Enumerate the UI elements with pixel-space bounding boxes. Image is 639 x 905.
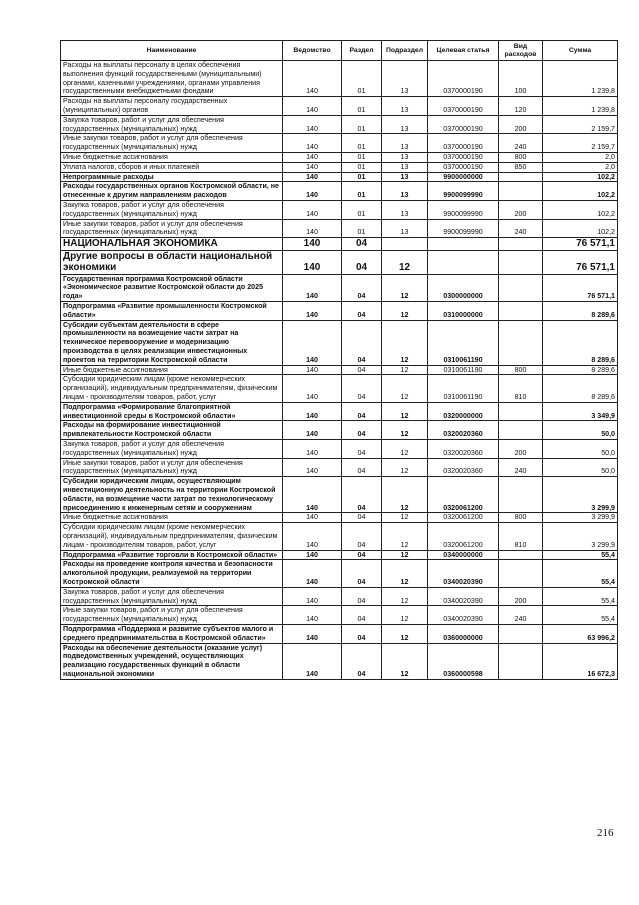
cell-razdel: 04 [342,624,382,643]
cell-sum: 102,2 [543,200,618,219]
table-row [61,513,618,523]
cell-podrazdel: 12 [382,624,428,643]
cell-target-article: 0340020390 [428,560,499,587]
table-row [61,477,618,513]
cell-podrazdel: 12 [382,402,428,421]
cell-vedomstvo: 140 [283,587,342,606]
cell-expense-type [499,560,543,587]
cell-sum: 50,0 [543,458,618,477]
cell-razdel: 01 [342,219,382,238]
table-row [61,302,618,321]
cell-podrazdel: 13 [382,134,428,153]
header-expense-type: Вид расходов [499,41,543,61]
cell-expense-type: 200 [499,587,543,606]
cell-vedomstvo: 140 [283,250,342,274]
cell-expense-type [499,477,543,513]
cell-vedomstvo: 140 [283,219,342,238]
header-razdel: Раздел [342,41,382,61]
table-row [61,375,618,402]
cell-razdel: 04 [342,320,382,365]
table-row [61,274,618,301]
cell-podrazdel: 12 [382,274,428,301]
cell-expense-type: 800 [499,365,543,375]
cell-vedomstvo: 140 [283,200,342,219]
cell-expense-type: 800 [499,152,543,162]
header-sum: Сумма [543,41,618,61]
cell-razdel: 01 [342,162,382,172]
cell-sum: 3 299,9 [543,477,618,513]
cell-vedomstvo: 140 [283,421,342,440]
cell-target-article: 0320020360 [428,421,499,440]
cell-name: Расходы на проведение контроля качества и безопасности алкогольной продукции, реализуемой на территории Костромской области [61,560,283,587]
cell-razdel: 01 [342,134,382,153]
table-row [61,439,618,458]
cell-target-article: 0360000000 [428,624,499,643]
budget-table-container [60,40,617,680]
table-row [61,560,618,587]
cell-target-article: 0320020360 [428,458,499,477]
table-row [61,587,618,606]
cell-sum: 3 299,9 [543,523,618,550]
table-row [61,250,618,274]
cell-razdel: 01 [342,152,382,162]
table-row [61,134,618,153]
cell-name: Иные закупки товаров, работ и услуг для обеспечения государственных (муниципальных) нужд [61,134,283,153]
cell-name: Подпрограмма «Поддержка и развитие субъектов малого и среднего предпринимательства в Костромской области» [61,624,283,643]
cell-podrazdel: 12 [382,458,428,477]
cell-vedomstvo: 140 [283,439,342,458]
cell-vedomstvo: 140 [283,152,342,162]
cell-vedomstvo: 140 [283,560,342,587]
cell-expense-type: 200 [499,115,543,134]
cell-razdel: 04 [342,302,382,321]
cell-name: Закупка товаров, работ и услуг для обеспечения государственных (муниципальных) нужд [61,439,283,458]
cell-vedomstvo: 140 [283,238,342,251]
cell-name: Закупка товаров, работ и услуг для обеспечения государственных (муниципальных) нужд [61,115,283,134]
cell-expense-type [499,421,543,440]
cell-expense-type [499,182,543,201]
cell-target-article: 0320061200 [428,477,499,513]
cell-vedomstvo: 140 [283,458,342,477]
cell-expense-type: 240 [499,219,543,238]
cell-sum: 3 299,9 [543,513,618,523]
table-row [61,458,618,477]
cell-vedomstvo: 140 [283,302,342,321]
cell-razdel: 04 [342,560,382,587]
cell-vedomstvo: 140 [283,61,342,97]
cell-podrazdel: 12 [382,421,428,440]
cell-target-article: 0370000190 [428,152,499,162]
cell-sum: 50,0 [543,421,618,440]
cell-sum: 102,2 [543,172,618,182]
cell-podrazdel: 12 [382,250,428,274]
cell-sum: 2 159,7 [543,134,618,153]
cell-podrazdel: 13 [382,61,428,97]
cell-target-article: 0370000190 [428,115,499,134]
cell-target-article: 9900099990 [428,219,499,238]
cell-sum: 8 289,6 [543,365,618,375]
cell-expense-type: 200 [499,200,543,219]
cell-target-article: 0310000000 [428,302,499,321]
cell-razdel: 01 [342,182,382,201]
cell-sum: 2,0 [543,162,618,172]
cell-podrazdel: 12 [382,477,428,513]
table-row [61,624,618,643]
cell-vedomstvo: 140 [283,513,342,523]
cell-expense-type [499,402,543,421]
header-vedomstvo: Ведомство [283,41,342,61]
cell-vedomstvo: 140 [283,172,342,182]
page-number: 216 [597,827,614,839]
cell-vedomstvo: 140 [283,115,342,134]
cell-razdel: 04 [342,477,382,513]
cell-expense-type [499,550,543,560]
cell-podrazdel: 13 [382,200,428,219]
cell-razdel: 04 [342,643,382,679]
cell-name: Расходы на формирование инвестиционной привлекательности Костромской области [61,421,283,440]
budget-table [60,40,618,680]
cell-expense-type [499,624,543,643]
table-row [61,320,618,365]
cell-sum: 1 239,8 [543,97,618,116]
header-podrazdel: Подраздел [382,41,428,61]
cell-sum: 8 289,6 [543,375,618,402]
cell-podrazdel: 12 [382,560,428,587]
cell-vedomstvo: 140 [283,375,342,402]
cell-razdel: 04 [342,550,382,560]
cell-sum: 55,4 [543,560,618,587]
cell-name: НАЦИОНАЛЬНАЯ ЭКОНОМИКА [61,238,283,251]
cell-vedomstvo: 140 [283,477,342,513]
cell-podrazdel: 13 [382,162,428,172]
cell-target-article: 0320000000 [428,402,499,421]
cell-podrazdel: 12 [382,302,428,321]
cell-expense-type: 200 [499,439,543,458]
cell-razdel: 01 [342,97,382,116]
table-row [61,219,618,238]
cell-razdel: 04 [342,402,382,421]
cell-name: Подпрограмма «Развитие промышленности Костромской области» [61,302,283,321]
cell-expense-type: 240 [499,458,543,477]
cell-sum: 102,2 [543,219,618,238]
cell-target-article: 0320061200 [428,513,499,523]
cell-name: Субсидии юридическим лицам (кроме некоммерческих организаций), индивидуальным предпринимателям, физическим лицам - производителям товаров, работ, услуг [61,523,283,550]
cell-expense-type: 810 [499,375,543,402]
cell-podrazdel [382,238,428,251]
cell-name: Расходы на выплаты персоналу в целях обеспечения выполнения функций государственными (муниципальными) органами, казенными учреждениями, органами управления государственными внебюджетными фондами [61,61,283,97]
cell-expense-type: 240 [499,606,543,625]
cell-vedomstvo: 140 [283,320,342,365]
table-header-row [61,41,618,61]
cell-sum: 76 571,1 [543,238,618,251]
cell-target-article: 0370000190 [428,97,499,116]
cell-name: Иные бюджетные ассигнования [61,152,283,162]
cell-target-article: 0320020360 [428,439,499,458]
cell-podrazdel: 12 [382,523,428,550]
cell-name: Субсидии юридическим лицам, осуществляющим инвестиционную деятельность на территории Костромской области, на возмещение части затрат по технологическому присоединению к инженерным сетям и сооружениям [61,477,283,513]
cell-expense-type: 240 [499,134,543,153]
cell-podrazdel: 13 [382,172,428,182]
table-body [61,61,618,680]
cell-name: Иные бюджетные ассигнования [61,513,283,523]
cell-sum: 76 571,1 [543,274,618,301]
cell-target-article: 0340020390 [428,606,499,625]
cell-expense-type: 120 [499,97,543,116]
cell-name: Расходы государственных органов Костромской области, не отнесенные к другим направлениям расходов [61,182,283,201]
cell-name: Субсидии субъектам деятельности в сфере промышленности на возмещение части затрат на техническое перевооружение и модернизацию производства в целях реализации инвестиционных проектов на территории Костромской области [61,320,283,365]
table-row [61,523,618,550]
table-row [61,200,618,219]
cell-razdel: 01 [342,172,382,182]
cell-podrazdel: 13 [382,115,428,134]
cell-expense-type [499,172,543,182]
table-row [61,182,618,201]
cell-podrazdel: 13 [382,97,428,116]
cell-sum: 50,0 [543,439,618,458]
cell-target-article: 0370000190 [428,61,499,97]
cell-podrazdel: 12 [382,643,428,679]
cell-name: Иные закупки товаров, работ и услуг для обеспечения государственных (муниципальных) нужд [61,219,283,238]
cell-razdel: 01 [342,115,382,134]
table-row [61,421,618,440]
cell-sum: 2 159,7 [543,115,618,134]
cell-expense-type [499,643,543,679]
cell-razdel: 01 [342,200,382,219]
cell-sum: 63 996,2 [543,624,618,643]
cell-sum: 1 239,8 [543,61,618,97]
cell-target-article: 9900099990 [428,200,499,219]
cell-podrazdel: 12 [382,439,428,458]
table-row [61,61,618,97]
cell-target-article: 0340020390 [428,587,499,606]
cell-expense-type [499,274,543,301]
table-row [61,162,618,172]
table-row [61,550,618,560]
cell-target-article: 0310061190 [428,375,499,402]
table-row [61,238,618,251]
cell-name: Закупка товаров, работ и услуг для обеспечения государственных (муниципальных) нужд [61,587,283,606]
table-row [61,402,618,421]
cell-vedomstvo: 140 [283,182,342,201]
cell-name: Государственная программа Костромской области «Экономическое развитие Костромской области до 2025 года» [61,274,283,301]
table-row [61,606,618,625]
cell-target-article [428,250,499,274]
cell-razdel: 04 [342,458,382,477]
cell-vedomstvo: 140 [283,97,342,116]
cell-podrazdel: 12 [382,587,428,606]
cell-name: Расходы на выплаты персоналу государственных (муниципальных) органов [61,97,283,116]
cell-expense-type [499,302,543,321]
cell-name: Непрограммные расходы [61,172,283,182]
cell-vedomstvo: 140 [283,365,342,375]
cell-razdel: 04 [342,375,382,402]
cell-podrazdel: 12 [382,320,428,365]
cell-name: Иные закупки товаров, работ и услуг для обеспечения государственных (муниципальных) нужд [61,606,283,625]
cell-razdel: 04 [342,439,382,458]
table-row [61,365,618,375]
cell-name: Субсидии юридическим лицам (кроме некоммерческих организаций), индивидуальным предпринимателям, физическим лицам - производителям товаров, работ, услуг [61,375,283,402]
cell-razdel: 04 [342,250,382,274]
cell-vedomstvo: 140 [283,523,342,550]
cell-name: Закупка товаров, работ и услуг для обеспечения государственных (муниципальных) нужд [61,200,283,219]
cell-vedomstvo: 140 [283,606,342,625]
table-row [61,152,618,162]
cell-sum: 3 349,9 [543,402,618,421]
cell-target-article: 0310061190 [428,320,499,365]
table-row [61,115,618,134]
cell-vedomstvo: 140 [283,624,342,643]
table-row [61,643,618,679]
cell-sum: 55,4 [543,550,618,560]
cell-vedomstvo: 140 [283,643,342,679]
cell-target-article: 0370000190 [428,162,499,172]
cell-target-article: 0310061190 [428,365,499,375]
cell-razdel: 04 [342,513,382,523]
cell-expense-type: 800 [499,513,543,523]
cell-target-article: 0360000598 [428,643,499,679]
cell-sum: 8 289,6 [543,302,618,321]
cell-vedomstvo: 140 [283,550,342,560]
cell-sum: 55,4 [543,606,618,625]
cell-target-article: 0340000000 [428,550,499,560]
cell-podrazdel: 12 [382,513,428,523]
cell-name: Уплата налогов, сборов и иных платежей [61,162,283,172]
cell-target-article: 0300000000 [428,274,499,301]
cell-target-article: 9900000000 [428,172,499,182]
cell-razdel: 04 [342,606,382,625]
cell-target-article [428,238,499,251]
cell-name: Иные бюджетные ассигнования [61,365,283,375]
cell-name: Подпрограмма «Развитие торговли в Костромской области» [61,550,283,560]
cell-podrazdel: 12 [382,365,428,375]
cell-sum: 2,0 [543,152,618,162]
cell-podrazdel: 12 [382,375,428,402]
cell-sum: 76 571,1 [543,250,618,274]
cell-target-article: 0370000190 [428,134,499,153]
cell-razdel: 04 [342,587,382,606]
cell-name: Подпрограмма «Формирование благоприятной инвестиционной среды в Костромской области» [61,402,283,421]
cell-expense-type [499,250,543,274]
cell-podrazdel: 12 [382,550,428,560]
cell-vedomstvo: 140 [283,134,342,153]
cell-expense-type [499,320,543,365]
cell-expense-type: 810 [499,523,543,550]
cell-podrazdel: 13 [382,182,428,201]
table-row [61,97,618,116]
cell-name: Другие вопросы в области национальной экономики [61,250,283,274]
cell-vedomstvo: 140 [283,274,342,301]
cell-target-article: 0320061200 [428,523,499,550]
cell-razdel: 04 [342,274,382,301]
header-name: Наименование [61,41,283,61]
cell-sum: 55,4 [543,587,618,606]
cell-expense-type: 100 [499,61,543,97]
cell-razdel: 04 [342,365,382,375]
cell-podrazdel: 12 [382,606,428,625]
cell-sum: 8 289,6 [543,320,618,365]
cell-vedomstvo: 140 [283,402,342,421]
cell-podrazdel: 13 [382,219,428,238]
cell-sum: 102,2 [543,182,618,201]
cell-vedomstvo: 140 [283,162,342,172]
cell-name: Иные закупки товаров, работ и услуг для обеспечения государственных (муниципальных) нужд [61,458,283,477]
cell-name: Расходы на обеспечение деятельности (оказание услуг) подведомственных учреждений, осуществляющих реализацию государственных функций в области национальной экономики [61,643,283,679]
cell-razdel: 04 [342,238,382,251]
table-row [61,172,618,182]
cell-razdel: 04 [342,523,382,550]
cell-sum: 16 672,3 [543,643,618,679]
cell-razdel: 04 [342,421,382,440]
cell-razdel: 01 [342,61,382,97]
cell-podrazdel: 13 [382,152,428,162]
cell-expense-type [499,238,543,251]
header-target-article: Целевая статья [428,41,499,61]
cell-target-article: 9900099990 [428,182,499,201]
cell-expense-type: 850 [499,162,543,172]
